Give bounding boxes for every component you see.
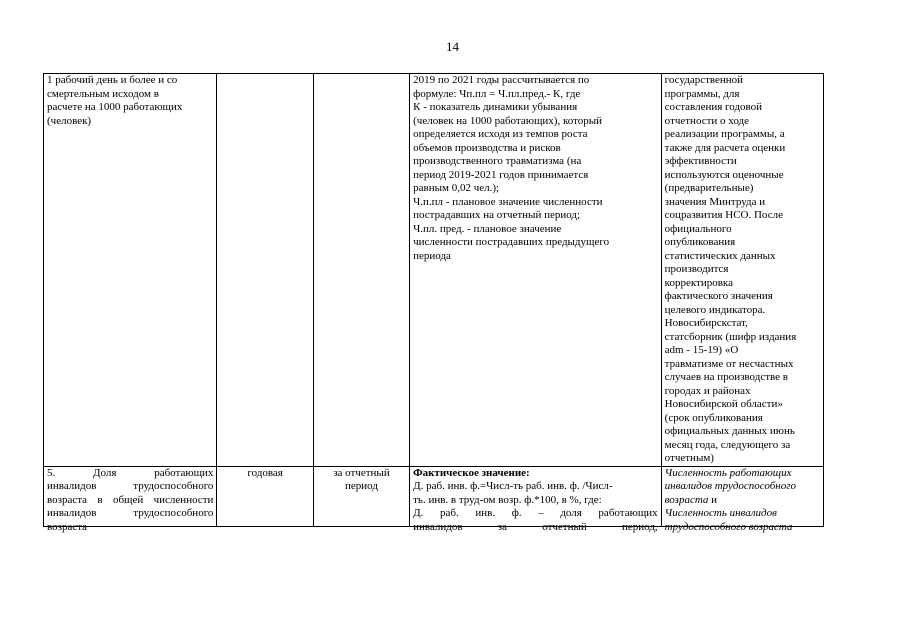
source-line: целевого индикатора. — [664, 303, 766, 316]
source-line: составления годовой — [664, 101, 763, 113]
indicator-line: инвалидов трудоспособного — [47, 507, 214, 519]
source-line: официальных данных июнь — [664, 425, 795, 437]
method-line: Д. раб. инв. ф. – доля работающих — [413, 507, 658, 519]
source-line: городах и районах — [664, 384, 751, 397]
source-line: официального — [664, 222, 732, 235]
source-line: производится — [664, 263, 729, 275]
indicator-line: смертельным исходом в — [47, 87, 159, 100]
method-line: объемов производства и рисков — [413, 141, 561, 154]
source-cell — [661, 466, 823, 533]
source-line: статистических данных — [664, 249, 776, 262]
method-line: определяется исходя из темпов роста — [413, 128, 588, 140]
indicator-line: 5. Доля работающих — [47, 466, 214, 479]
indicator-cell — [44, 74, 217, 467]
method-line: равным 0,02 чел.); — [413, 182, 500, 194]
page-number: 14 — [446, 39, 459, 54]
method-line: формуле: Чп.пл = Ч.пл.пред.- К, где — [413, 87, 581, 100]
source-line: Численность работающих — [664, 466, 792, 479]
method-line: Ч.п.пл - плановое значение численности — [413, 195, 603, 208]
source-line: соцразвития НСО. После — [664, 209, 783, 221]
source-line: травматизме от несчастных — [664, 357, 794, 370]
method-line: периода — [413, 249, 451, 262]
method-line: период 2019-2021 годов принимается — [413, 168, 589, 181]
source-line: значения Минтруда и — [664, 195, 766, 208]
table-row — [44, 466, 824, 526]
source-line: adm - 15-19) «О — [664, 344, 739, 356]
indicator-cell — [44, 466, 217, 533]
period-cell — [313, 466, 409, 526]
source-line: инвалидов трудоспособного — [664, 480, 797, 492]
source-line: государственной — [664, 74, 744, 86]
method-line: инвалидов за отчетный период, — [413, 520, 658, 533]
source-line: эффективности — [664, 155, 737, 167]
indicator-line: (человек) — [47, 114, 92, 127]
source-line: корректировка — [664, 276, 733, 289]
period-line: период — [344, 480, 378, 492]
source-line: реализации программы, а — [664, 128, 785, 140]
method-line: производственного травматизма (на — [413, 155, 582, 167]
source-line: (срок опубликования — [664, 411, 763, 424]
source-line: отчетности о ходе — [664, 114, 750, 127]
indicator-line: возраста — [47, 520, 88, 533]
source-conjunction: и — [708, 493, 718, 506]
method-cell — [410, 74, 662, 467]
method-line: 2019 по 2021 годы рассчитывается по — [413, 74, 590, 86]
indicator-line: инвалидов трудоспособного — [47, 480, 214, 492]
periodicity-cell — [217, 74, 313, 467]
source-line: месяц года, следующего за — [664, 438, 791, 451]
method-line: численности пострадавших предыдущего — [413, 236, 610, 248]
method-heading: Фактическое значение: — [413, 466, 530, 479]
indicator-line: 1 рабочий день и более и со — [47, 74, 178, 86]
period-line: за отчетный — [333, 466, 390, 479]
source-line — [665, 494, 820, 508]
method-line: ть. инв. в труд-ом возр. ф.*100, в %, где: — [413, 493, 602, 506]
method-line: Д. раб. инв. ф.=Числ-ть раб. инв. ф. /Числ- — [413, 480, 613, 492]
method-line: пострадавших на отчетный период; — [413, 209, 581, 221]
periodicity-cell — [217, 466, 313, 526]
source-line: трудоспособного возраста — [664, 520, 793, 533]
method-line: Ч.пл. пред. - плановое значение — [413, 222, 562, 235]
indicator-line: возраста в общей численности — [47, 493, 214, 506]
source-line: случаев на производстве в — [664, 371, 788, 383]
source-line: используются оценочные — [664, 168, 784, 181]
indicator-table — [43, 73, 824, 533]
source-line: (предварительные) — [664, 182, 754, 194]
source-line: опубликования — [664, 236, 736, 248]
table-row — [44, 74, 824, 467]
source-line: также для расчета оценки — [664, 141, 786, 154]
source-line: фактического значения — [664, 290, 773, 302]
source-line: Численность инвалидов — [664, 507, 777, 519]
source-line: Новосибирскстат, — [664, 317, 748, 329]
source-line-text: возраста — [664, 493, 709, 506]
indicator-line: расчете на 1000 работающих — [47, 101, 183, 113]
source-line: статсборник (шифр издания — [664, 330, 797, 343]
periodicity-value: годовая — [247, 466, 283, 479]
source-line: Новосибирской области» — [664, 398, 783, 410]
method-line: (человек на 1000 работающих), который — [413, 114, 603, 127]
source-cell — [661, 74, 823, 467]
period-cell — [313, 74, 409, 467]
source-line: отчетным) — [664, 452, 714, 464]
method-cell — [410, 466, 662, 533]
source-line: программы, для — [664, 87, 740, 100]
method-line: К - показатель динамики убывания — [413, 101, 578, 113]
